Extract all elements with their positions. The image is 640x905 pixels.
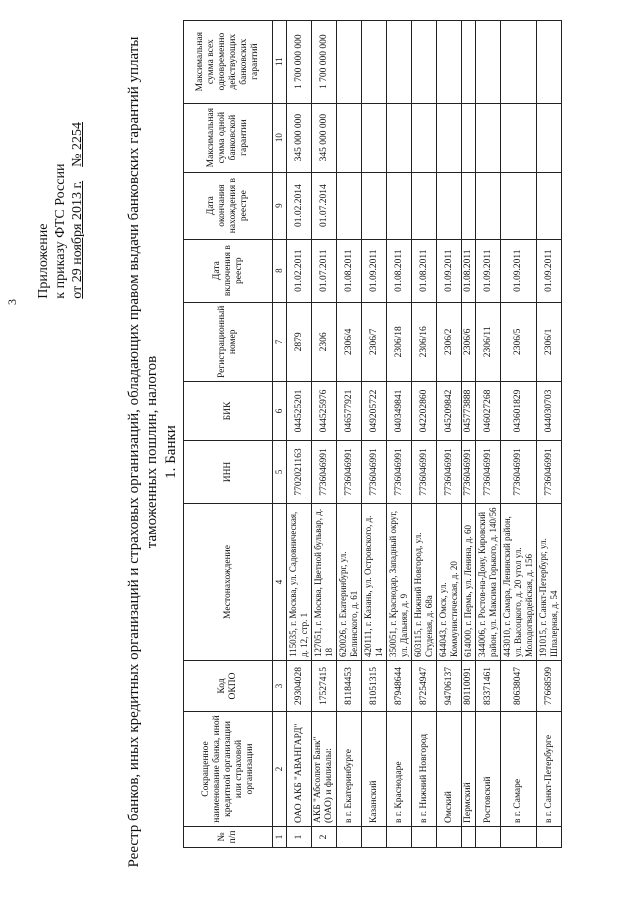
cell-max-single-guarantee: [337, 103, 362, 172]
cell-address: 350051, г. Краснодар, Западный округ, ул. Дальняя, д. 9: [387, 504, 412, 661]
cell-bank-name: в г. Краснодаре: [387, 712, 412, 827]
table-row: [501, 20, 537, 847]
cell-inn: 7736046991: [476, 441, 501, 504]
cell-okpo-code: 94706137: [437, 661, 462, 712]
cell-end-date: [462, 172, 476, 239]
cell-row-number: [362, 827, 387, 848]
cell-inclusion-date: 01.07.2011: [312, 239, 337, 302]
col-header-address: Местонахождение: [184, 504, 273, 661]
cell-registration-number: 2306: [312, 302, 337, 381]
cell-end-date: 01.07.2014: [312, 172, 337, 239]
col-header-max-one: Максимальная сумма одной банковской гарантии: [184, 103, 273, 172]
cell-inn: 7736046991: [337, 441, 362, 504]
cell-end-date: [387, 172, 412, 239]
cell-address: 344006, г. Ростов-на-Дону, Кировский район, ул. Максима Горького, д. 140/56: [476, 504, 501, 661]
cell-registration-number: 2306/18: [387, 302, 412, 381]
cell-end-date: [412, 172, 437, 239]
registry-table: [183, 20, 562, 848]
cell-inclusion-date: 01.02.2011: [287, 239, 312, 302]
cell-address: 420111, г. Казань, ул. Островского, д. 14: [362, 504, 387, 661]
cell-max-single-guarantee: [387, 103, 412, 172]
cell-address: 603115, г. Нижний Новгород, ул. Студеная, д. 68а: [412, 504, 437, 661]
rotated-page: [5, 2, 635, 902]
cell-okpo-code: 29304028: [287, 661, 312, 712]
table-row: [312, 20, 337, 847]
col-number: 5: [273, 441, 287, 504]
col-header-reg: Регистрационный номер: [184, 302, 273, 381]
cell-registration-number: 2306/7: [362, 302, 387, 381]
cell-bank-name: в г. Санкт-Петербурге: [537, 712, 562, 827]
cell-end-date: [537, 172, 562, 239]
cell-inclusion-date: 01.09.2011: [476, 239, 501, 302]
cell-row-number: [537, 827, 562, 848]
cell-inn: 7736046991: [387, 441, 412, 504]
cell-registration-number: 2306/5: [501, 302, 537, 381]
cell-end-date: [337, 172, 362, 239]
table-row: [362, 20, 387, 847]
col-header-inn: ИНН: [184, 441, 273, 504]
cell-registration-number: 2306/1: [537, 302, 562, 381]
cell-inn: 7736046991: [501, 441, 537, 504]
col-number: 8: [273, 239, 287, 302]
col-number: 9: [273, 172, 287, 239]
cell-end-date: [501, 172, 537, 239]
cell-inn: 7702021163: [287, 441, 312, 504]
order-date: от 29 ноября 2013 г.: [70, 180, 85, 299]
appendix-header: [35, 122, 86, 299]
cell-registration-number: 2306/2: [437, 302, 462, 381]
cell-bik: 043601829: [501, 382, 537, 441]
cell-inclusion-date: 01.08.2011: [337, 239, 362, 302]
col-header-end: Дата окончания нахождения в реестре: [184, 172, 273, 239]
cell-row-number: [387, 827, 412, 848]
cell-row-number: [476, 827, 501, 848]
cell-max-total-guarantees: [501, 20, 537, 103]
table-row: [537, 20, 562, 847]
cell-okpo-code: 83371461: [476, 661, 501, 712]
cell-inclusion-date: 01.08.2011: [462, 239, 476, 302]
col-number: 1: [273, 827, 287, 848]
cell-address: 115035, г. Москва, ул. Садовническая, д. 12, стр. 1: [287, 504, 312, 661]
cell-end-date: [476, 172, 501, 239]
cell-bank-name: в г. Екатеринбурге: [337, 712, 362, 827]
appendix-date-number: [69, 122, 86, 299]
table-row: [437, 20, 462, 847]
cell-bank-name: в г. Самаре: [501, 712, 537, 827]
cell-registration-number: 2306/6: [462, 302, 476, 381]
cell-bik: 044030703: [537, 382, 562, 441]
cell-max-total-guarantees: 1 700 000 000: [287, 20, 312, 103]
cell-bik: 044525976: [312, 382, 337, 441]
cell-bank-name: Омский: [437, 712, 462, 827]
cell-bik: 049205722: [362, 382, 387, 441]
cell-bik: 044525201: [287, 382, 312, 441]
column-number-row: [273, 20, 287, 847]
cell-okpo-code: 81051315: [362, 661, 387, 712]
cell-row-number: 2: [312, 827, 337, 848]
cell-max-single-guarantee: [462, 103, 476, 172]
col-number: 4: [273, 504, 287, 661]
cell-row-number: [462, 827, 476, 848]
cell-bik: 045773888: [462, 382, 476, 441]
cell-bik: 046027268: [476, 382, 501, 441]
cell-row-number: [337, 827, 362, 848]
cell-inclusion-date: 01.09.2011: [437, 239, 462, 302]
appendix-order: к приказу ФТС России: [53, 163, 68, 299]
cell-registration-number: 2879: [287, 302, 312, 381]
cell-bank-name: АКБ "Абсолют Банк" (ОАО) и филиалы:: [312, 712, 337, 827]
section-heading: 1. Банки: [163, 425, 179, 479]
cell-inn: 7736046991: [437, 441, 462, 504]
cell-okpo-code: 77668599: [537, 661, 562, 712]
cell-registration-number: 2306/4: [337, 302, 362, 381]
col-header-included: Дата включения в реестр: [184, 239, 273, 302]
cell-inclusion-date: 01.08.2011: [387, 239, 412, 302]
table-body: [287, 20, 562, 847]
table-row: [476, 20, 501, 847]
cell-inn: 7736046991: [462, 441, 476, 504]
header-row: [184, 20, 273, 847]
cell-max-total-guarantees: [387, 20, 412, 103]
cell-max-total-guarantees: [437, 20, 462, 103]
page-number: 3: [5, 299, 19, 305]
cell-address: 614000, г. Пермь, ул. Ленина, д. 60: [462, 504, 476, 661]
appendix-label: Приложение: [36, 223, 51, 299]
cell-row-number: [437, 827, 462, 848]
cell-row-number: [412, 827, 437, 848]
document-title: Реестр банков, иных кредитных организаций и страховых организаций, обладающих правом выдачи банковских гарантий уплаты таможенных пошлин, налогов: [126, 36, 160, 868]
table-row: [462, 20, 476, 847]
cell-address: 127051, г. Москва, Цветной бульвар, д. 18: [312, 504, 337, 661]
cell-inn: 7736046991: [362, 441, 387, 504]
cell-okpo-code: 80110091: [462, 661, 476, 712]
cell-address: 443010, г. Самара, Ленинский район, ул. Высоцкого, д. 20 угол ул. Молодогвардейская, д. 156: [501, 504, 537, 661]
table-row: [387, 20, 412, 847]
cell-address: 620026, г. Екатеринбург, ул. Белинского, д. 61: [337, 504, 362, 661]
cell-inclusion-date: 01.09.2011: [537, 239, 562, 302]
cell-bik: 042202860: [412, 382, 437, 441]
table-row: [287, 20, 312, 847]
cell-bank-name: в г. Нижний Новгород: [412, 712, 437, 827]
cell-bank-name: ОАО АКБ "АВАНГАРД": [287, 712, 312, 827]
cell-inclusion-date: 01.08.2011: [412, 239, 437, 302]
order-number: № 2254: [70, 122, 85, 167]
cell-max-single-guarantee: [412, 103, 437, 172]
cell-end-date: 01.02.2014: [287, 172, 312, 239]
cell-max-total-guarantees: [537, 20, 562, 103]
cell-bik: 045209842: [437, 382, 462, 441]
cell-bik: 046577921: [337, 382, 362, 441]
cell-end-date: [362, 172, 387, 239]
cell-max-single-guarantee: [537, 103, 562, 172]
cell-bank-name: Ростовский: [476, 712, 501, 827]
col-header-max-all: Максимальная сумма всех одновременно действующих банковских гарантий: [184, 20, 273, 103]
col-number: 7: [273, 302, 287, 381]
cell-max-single-guarantee: 345 000 000: [312, 103, 337, 172]
col-number: 3: [273, 661, 287, 712]
cell-address: 644043, г. Омск, ул. Коммунистическая, д. 20: [437, 504, 462, 661]
table-row: [337, 20, 362, 847]
col-number: 2: [273, 712, 287, 827]
cell-inn: 7736046991: [412, 441, 437, 504]
cell-max-total-guarantees: [462, 20, 476, 103]
col-number: 6: [273, 382, 287, 441]
cell-bank-name: Казанский: [362, 712, 387, 827]
cell-address: 191015, г. Санкт-Петербург, ул. Шпалерная, д. 54: [537, 504, 562, 661]
table-row: [412, 20, 437, 847]
cell-inclusion-date: 01.09.2011: [362, 239, 387, 302]
cell-registration-number: 2306/16: [412, 302, 437, 381]
cell-row-number: [501, 827, 537, 848]
col-number: 10: [273, 103, 287, 172]
cell-max-single-guarantee: [501, 103, 537, 172]
cell-row-number: 1: [287, 827, 312, 848]
cell-end-date: [437, 172, 462, 239]
col-header-okpo: Код ОКПО: [184, 661, 273, 712]
cell-max-total-guarantees: [476, 20, 501, 103]
cell-max-single-guarantee: [362, 103, 387, 172]
cell-okpo-code: 87254947: [412, 661, 437, 712]
col-number: 11: [273, 20, 287, 103]
cell-max-total-guarantees: 1 700 000 000: [312, 20, 337, 103]
cell-max-single-guarantee: [476, 103, 501, 172]
col-header-bik: БИК: [184, 382, 273, 441]
cell-okpo-code: 17527415: [312, 661, 337, 712]
cell-registration-number: 2306/11: [476, 302, 501, 381]
cell-okpo-code: 80638047: [501, 661, 537, 712]
cell-inn: 7736046991: [312, 441, 337, 504]
col-header-num: № п/п: [184, 827, 273, 848]
cell-okpo-code: 81184453: [337, 661, 362, 712]
cell-inclusion-date: 01.09.2011: [501, 239, 537, 302]
cell-max-total-guarantees: [412, 20, 437, 103]
cell-max-single-guarantee: 345 000 000: [287, 103, 312, 172]
cell-inn: 7736046991: [537, 441, 562, 504]
cell-bank-name: Пермский: [462, 712, 476, 827]
cell-okpo-code: 87948644: [387, 661, 412, 712]
col-header-name: Сокращенное наименование банка, иной кредитной организации или страховой организации: [184, 712, 273, 827]
cell-max-single-guarantee: [437, 103, 462, 172]
cell-bik: 040349841: [387, 382, 412, 441]
cell-max-total-guarantees: [362, 20, 387, 103]
cell-max-total-guarantees: [337, 20, 362, 103]
